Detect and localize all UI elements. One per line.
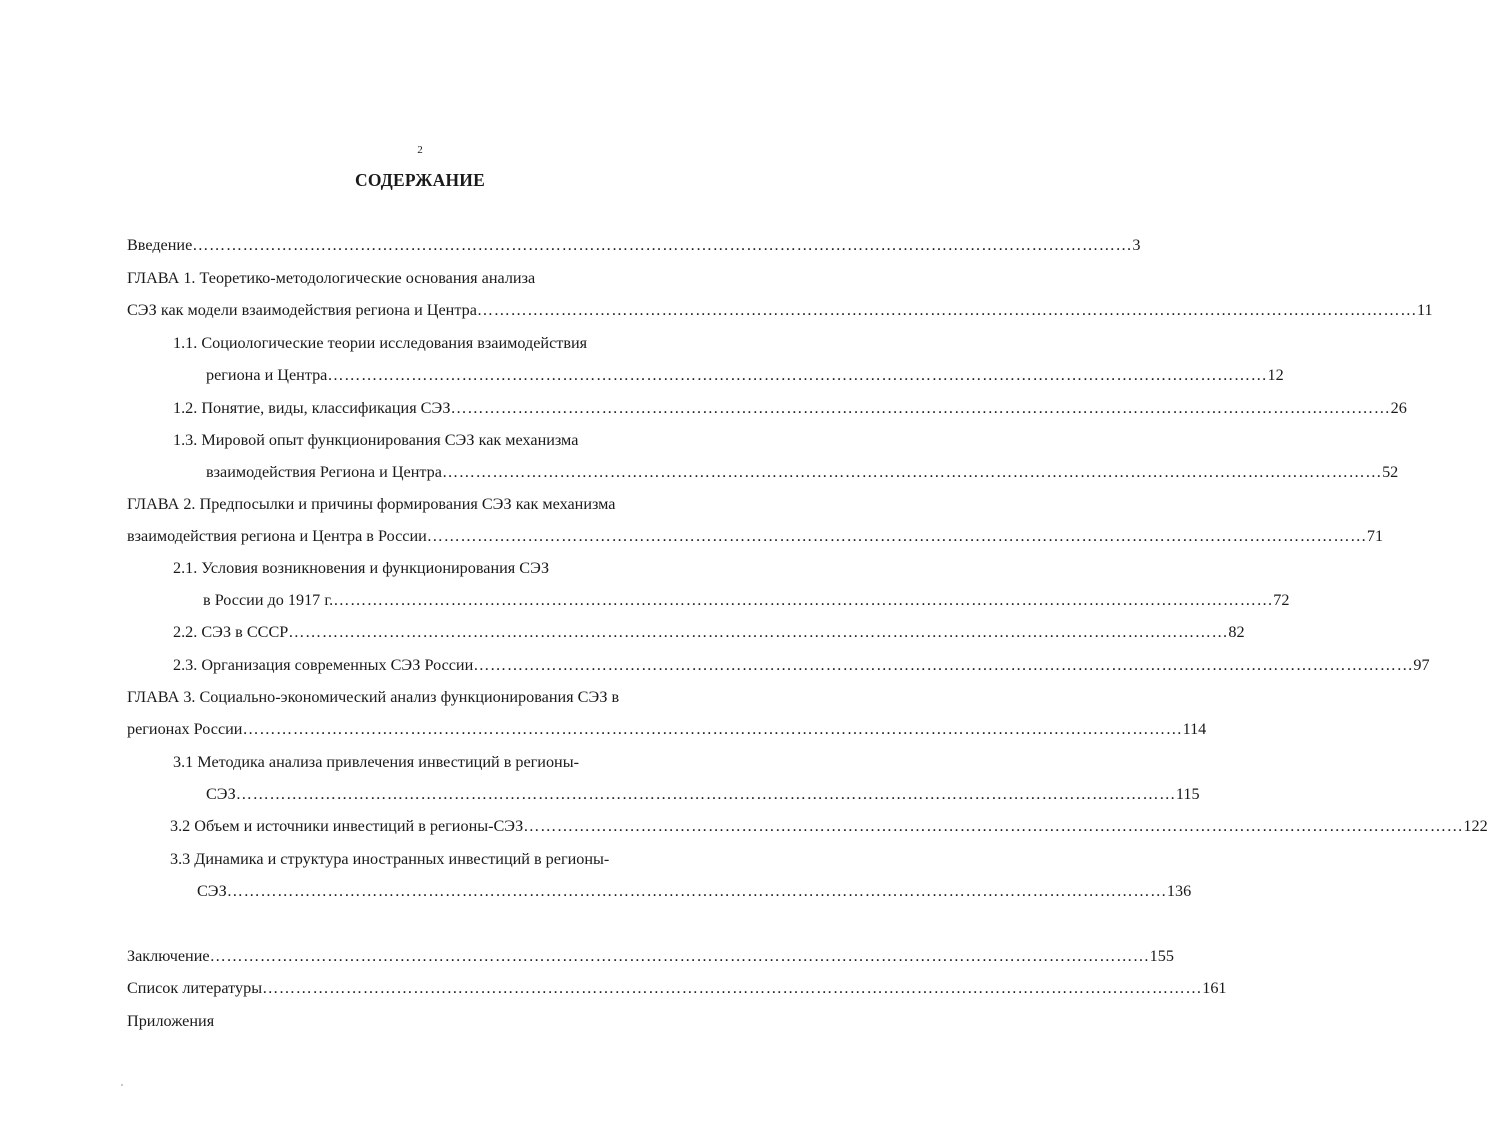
toc-page-number: 26 <box>1390 399 1407 417</box>
toc-entry-chapter-3 <box>127 719 1207 739</box>
toc-entry-chapter-1 <box>127 300 1433 320</box>
toc-page-number: 114 <box>1182 720 1207 738</box>
toc-chapter-1-line-1: ГЛАВА 1. Теоретико-методологические основания анализа <box>127 269 536 287</box>
toc-leader: …………………………………………………………………………………………………………………………………………………… <box>426 527 1367 545</box>
scan-speck <box>121 1084 123 1086</box>
toc-leader: …………………………………………………………………………………………………………………………………………………… <box>242 720 1183 738</box>
toc-leader: …………………………………………………………………………………………………………………………………………………… <box>333 591 1274 609</box>
toc-page-number: 97 <box>1413 656 1430 674</box>
toc-entry-section-1-3 <box>206 462 1399 482</box>
toc-page-number: 115 <box>1175 785 1200 803</box>
toc-entry-conclusion <box>127 946 1174 966</box>
toc-leader: …………………………………………………………………………………………………………………………………………………… <box>262 979 1203 997</box>
toc-entry-chapter-2 <box>127 526 1384 546</box>
toc-leader: …………………………………………………………………………………………………………………………………………………… <box>441 463 1383 481</box>
toc-entry-section-1-2 <box>173 398 1407 418</box>
toc-entry-text: взаимодействия Региона и Центра <box>206 463 442 481</box>
toc-leader: …………………………………………………………………………………………………………………………………………………… <box>523 817 1464 835</box>
toc-page-number: 12 <box>1267 366 1284 384</box>
toc-entry-text: 2.2. СЭЗ в СССР <box>173 623 289 641</box>
toc-entry-text: 2.3. Организация современных СЭЗ России <box>173 656 474 674</box>
toc-entry-text: Введение <box>127 236 193 254</box>
toc-leader: …………………………………………………………………………………………………………………………………………………… <box>235 785 1176 803</box>
toc-entry-text: регионах России <box>127 720 243 738</box>
toc-page-number: 71 <box>1366 527 1384 545</box>
toc-leader: …………………………………………………………………………………………………………………………………………………… <box>209 947 1150 965</box>
toc-chapter-2-line-1: ГЛАВА 2. Предпосылки и причины формирования СЭЗ как механизма <box>127 495 616 513</box>
page-title: СОДЕРЖАНИЕ <box>354 170 485 190</box>
toc-leader: …………………………………………………………………………………………………………………………………………………… <box>288 623 1229 641</box>
toc-page-number: 161 <box>1202 979 1227 997</box>
toc-entry-text: СЭЗ <box>206 785 236 803</box>
toc-entry-text: в России до 1917 г. <box>203 591 334 609</box>
toc-page-number: 52 <box>1382 463 1399 481</box>
toc-entry-appendix: Приложения <box>127 1012 215 1030</box>
toc-page-number: 155 <box>1149 947 1174 965</box>
toc-section-3-3-line-1: 3.3 Динамика и структура иностранных инвестиций в регионы- <box>170 850 610 868</box>
toc-section-2-1-line-1: 2.1. Условия возникновения и функционирования СЭЗ <box>173 559 550 577</box>
toc-entry-section-3-1 <box>206 784 1200 804</box>
toc-entry-intro <box>127 235 1141 255</box>
toc-section-1-1-line-1: 1.1. Социологические теории исследования взаимодействия <box>173 334 588 352</box>
toc-entry-text: взаимодействия региона и Центра в России <box>127 527 427 545</box>
toc-entry-text: СЭЗ <box>197 882 227 900</box>
toc-page-number: 3 <box>1132 236 1141 254</box>
toc-leader: …………………………………………………………………………………………………………………………………………………… <box>473 656 1414 674</box>
toc-entry-text: Список литературы <box>127 979 263 997</box>
page-number: 2 <box>417 144 423 156</box>
toc-leader: …………………………………………………………………………………………………………………………………………………… <box>327 366 1268 384</box>
toc-section-3-1-line-1: 3.1 Методика анализа привлечения инвестиций в регионы- <box>173 753 579 771</box>
toc-entry-section-2-3 <box>173 655 1430 675</box>
toc-page-number: 82 <box>1228 623 1245 641</box>
toc-entry-text: региона и Центра <box>206 366 328 384</box>
toc-entry-references <box>127 978 1227 998</box>
toc-entry-text: 3.2 Объем и источники инвестиций в регионы-СЭЗ <box>170 817 524 835</box>
toc-entry-text: Заключение <box>127 947 210 965</box>
toc-entry-section-1-1 <box>206 365 1284 385</box>
toc-entry-section-2-1 <box>203 590 1290 610</box>
toc-leader: …………………………………………………………………………………………………………………………………………………… <box>226 882 1167 900</box>
toc-section-1-3-line-1: 1.3. Мировой опыт функционирования СЭЗ как механизма <box>173 431 579 449</box>
toc-leader: …………………………………………………………………………………………………………………………………………………… <box>476 301 1418 319</box>
toc-entry-text: СЭЗ как модели взаимодействия региона и Центра <box>127 301 477 319</box>
toc-entry-section-3-3 <box>197 881 1192 901</box>
toc-chapter-3-line-1: ГЛАВА 3. Социально-экономический анализ функционирования СЭЗ в <box>127 688 620 706</box>
toc-entry-section-2-2 <box>173 622 1245 642</box>
toc-page-number: 122 <box>1463 817 1488 835</box>
toc-page-number: 72 <box>1273 591 1290 609</box>
toc-entry-text: 1.2. Понятие, виды, классификация СЭЗ <box>173 399 451 417</box>
toc-page-number: 11 <box>1417 301 1433 319</box>
toc-page-number: 136 <box>1166 882 1192 900</box>
toc-leader: …………………………………………………………………………………………………………………………………………………… <box>192 236 1133 254</box>
toc-entry-section-3-2 <box>170 816 1488 836</box>
toc-leader: …………………………………………………………………………………………………………………………………………………… <box>450 399 1391 417</box>
